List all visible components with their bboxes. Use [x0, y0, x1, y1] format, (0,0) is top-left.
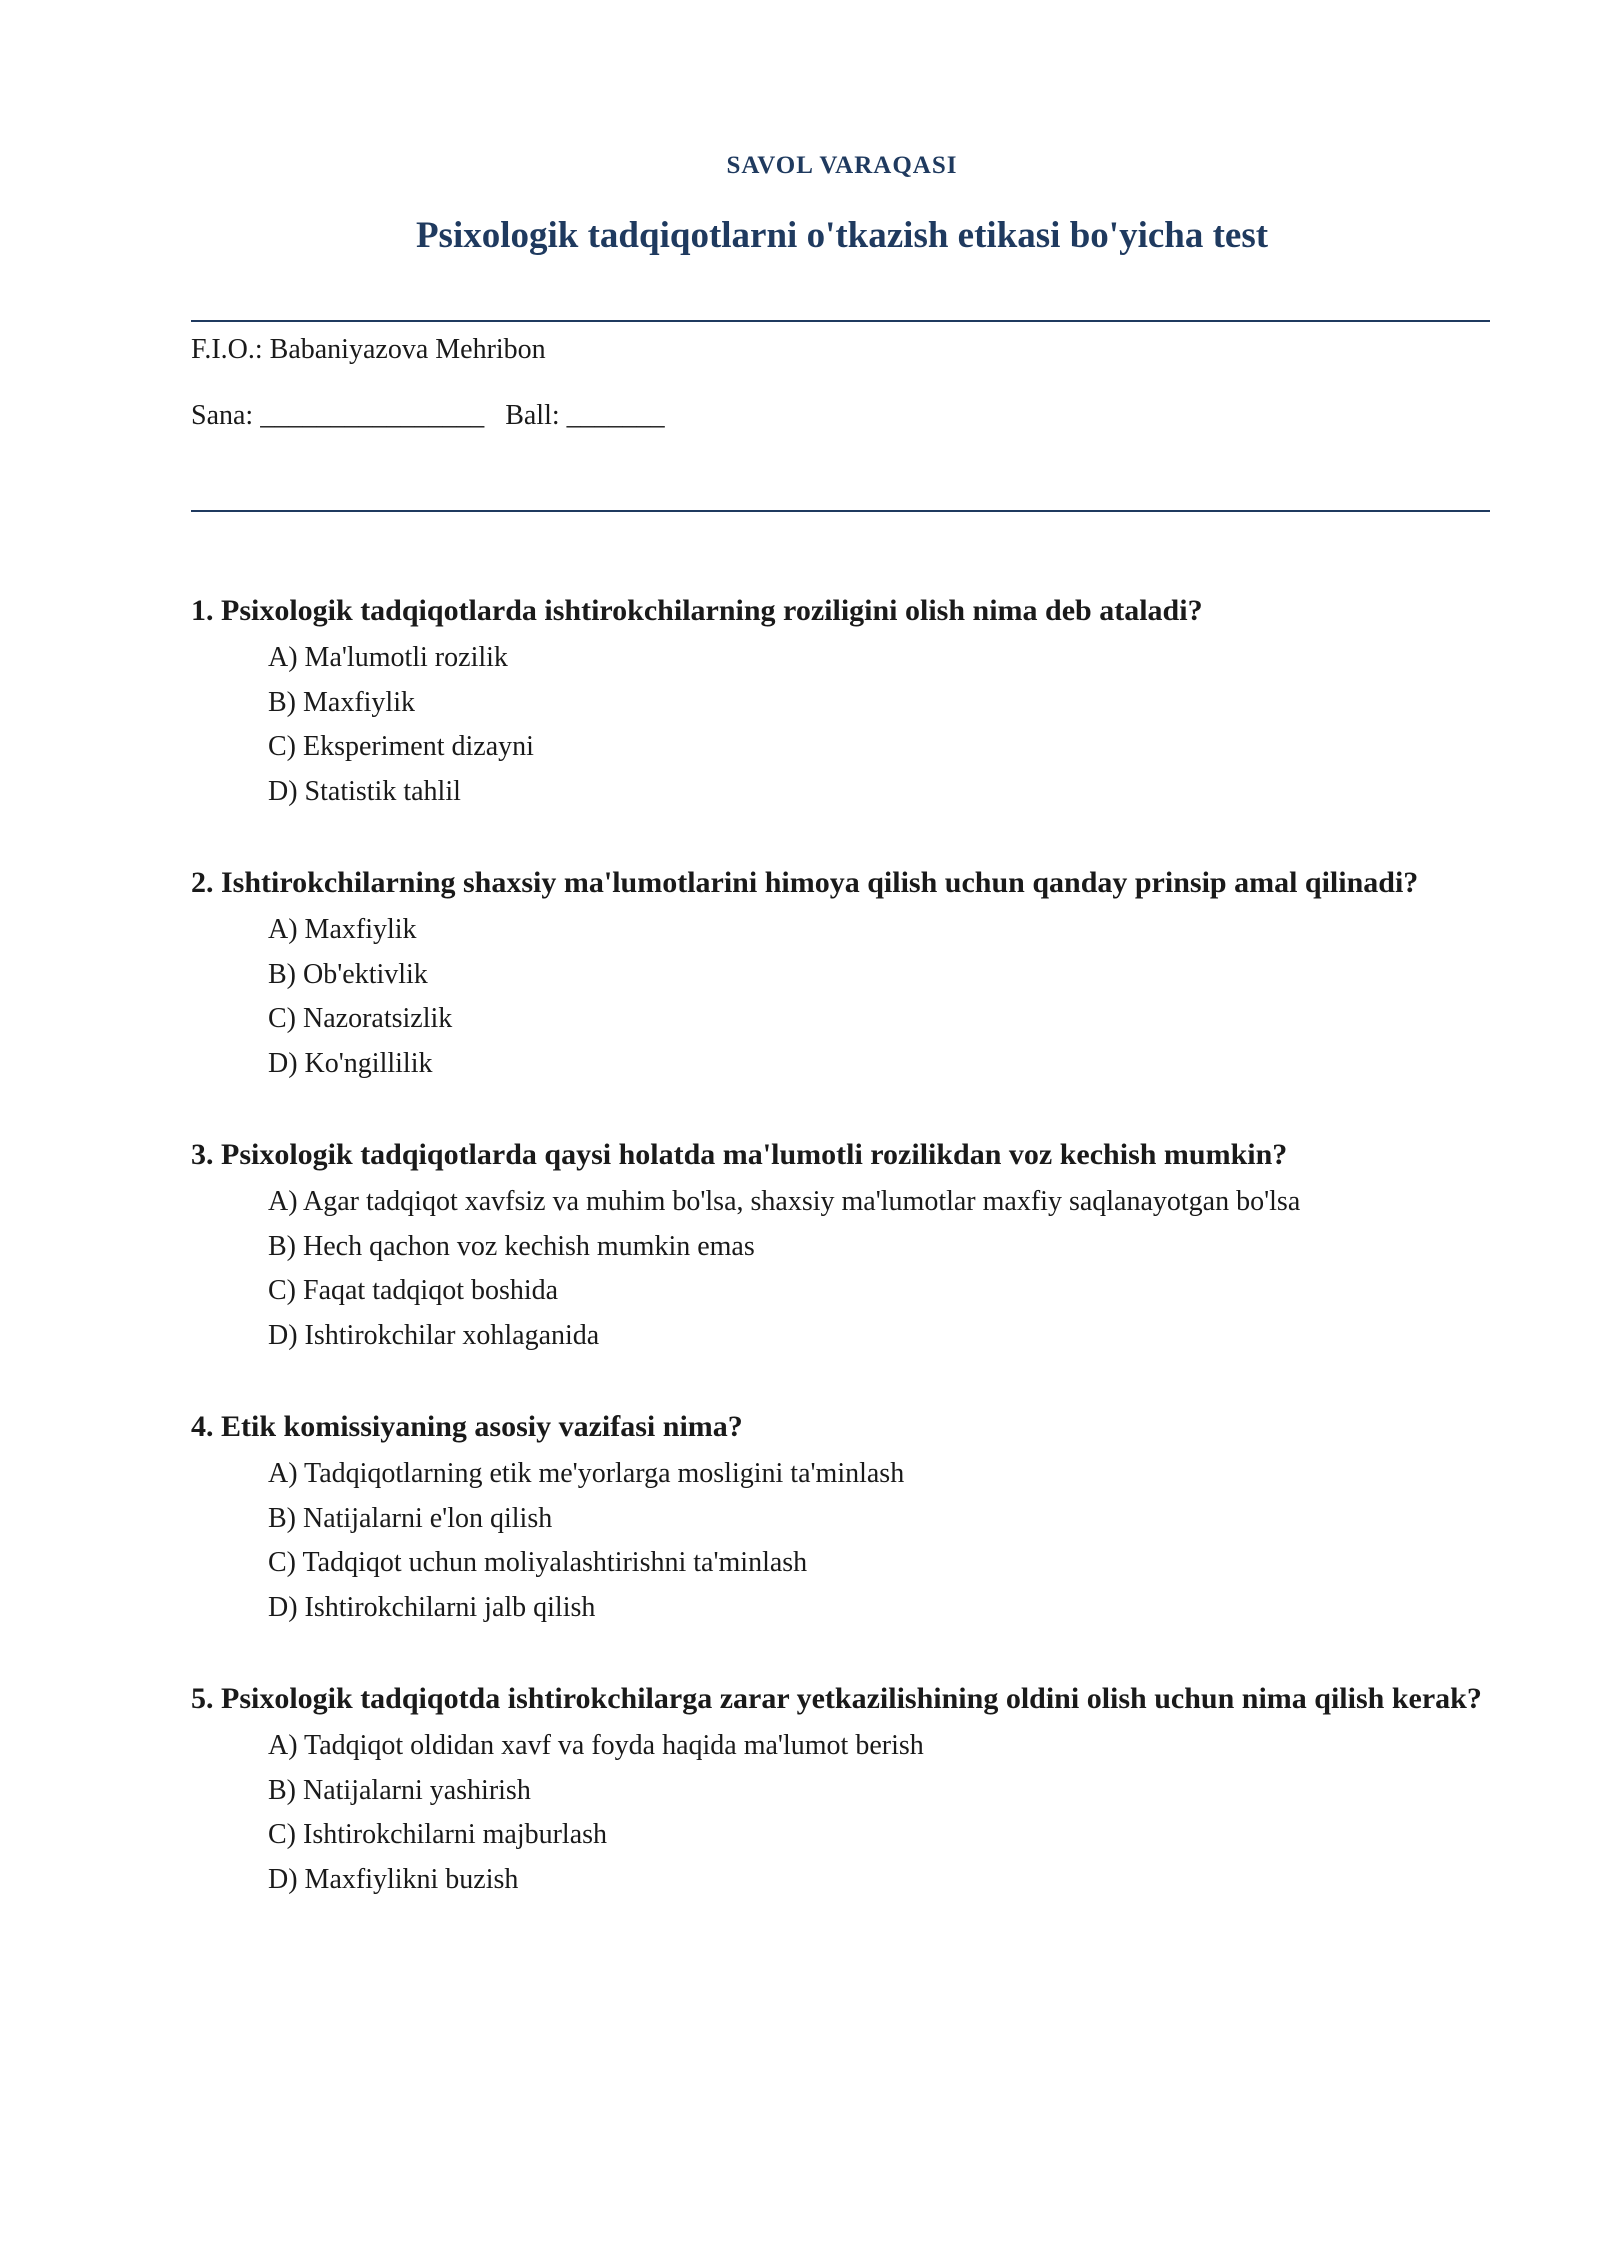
question-text: 4. Etik komissiyaning asosiy vazifasi nima?: [191, 1410, 743, 1443]
question-1: [191, 590, 1490, 814]
option-d: D) Ko'ngillilik: [268, 1047, 433, 1079]
option-list: [191, 1180, 1490, 1358]
option-a: A) Agar tadqiqot xavfsiz va muhim bo'lsa, shaxsiy ma'lumotlar maxfiy saqlanayotgan bo'lsa: [268, 1186, 1301, 1217]
date-score-line: Sana: ________________ Ball: _______: [191, 400, 665, 431]
option-d: D) Statistik tahlil: [268, 775, 461, 807]
option-c: C) Faqat tadqiqot boshida: [268, 1275, 559, 1306]
option-list: [191, 636, 1490, 814]
option-b: B) Maxfiylik: [268, 686, 415, 718]
option-a: A) Tadqiqot oldidan xavf va foyda haqida ma'lumot berish: [268, 1730, 924, 1761]
document-title: Psixologik tadqiqotlarni o'tkazish etikasi bo'yicha test: [415, 215, 1269, 256]
question-text: 2. Ishtirokchilarning shaxsiy ma'lumotlarini himoya qilish uchun qanday prinsip amal qilinadi?: [191, 866, 1419, 899]
option-a: A) Maxfiylik: [268, 914, 417, 945]
student-name-line: F.I.O.: Babaniyazova Mehribon: [191, 334, 546, 365]
question-4: [191, 1406, 1490, 1630]
option-d: D) Ishtirokchilar xohlaganida: [268, 1319, 600, 1351]
option-b: B) Hech qachon voz kechish mumkin emas: [268, 1230, 755, 1262]
option-c: C) Nazoratsizlik: [268, 1003, 453, 1034]
option-list: [191, 1452, 1490, 1630]
option-c: C) Ishtirokchilarni majburlash: [268, 1819, 608, 1850]
question-list: [191, 590, 1490, 1950]
question-text: 5. Psixologik tadqiqotda ishtirokchilarga zarar yetkazilishining oldini olish uchun nima qilish kerak?: [191, 1682, 1482, 1715]
option-list: [191, 1724, 1490, 1902]
question-text: 3. Psixologik tadqiqotlarda qaysi holatda ma'lumotli rozilikdan voz kechish mumkin?: [191, 1138, 1288, 1171]
option-b: B) Natijalarni e'lon qilish: [268, 1502, 553, 1534]
question-text: 1. Psixologik tadqiqotlarda ishtirokchilarning roziligini olish nima deb ataladi?: [191, 594, 1203, 627]
option-a: A) Tadqiqotlarning etik me'yorlarga mosligini ta'minlash: [268, 1458, 905, 1489]
question-5: [191, 1678, 1490, 1902]
option-list: [191, 908, 1490, 1086]
document-label: SAVOL VARAQASI: [726, 152, 958, 179]
option-d: D) Ishtirokchilarni jalb qilish: [268, 1591, 596, 1623]
option-d: D) Maxfiylikni buzish: [268, 1863, 519, 1895]
question-3: [191, 1134, 1490, 1358]
option-c: C) Eksperiment dizayni: [268, 731, 534, 762]
option-a: A) Ma'lumotli rozilik: [268, 642, 508, 673]
option-b: B) Ob'ektivlik: [268, 958, 428, 990]
question-2: [191, 862, 1490, 1086]
option-c: C) Tadqiqot uchun moliyalashtirishni ta'minlash: [268, 1547, 808, 1578]
bottom-divider: [191, 510, 1490, 512]
option-b: B) Natijalarni yashirish: [268, 1774, 531, 1806]
top-divider: [191, 320, 1490, 322]
